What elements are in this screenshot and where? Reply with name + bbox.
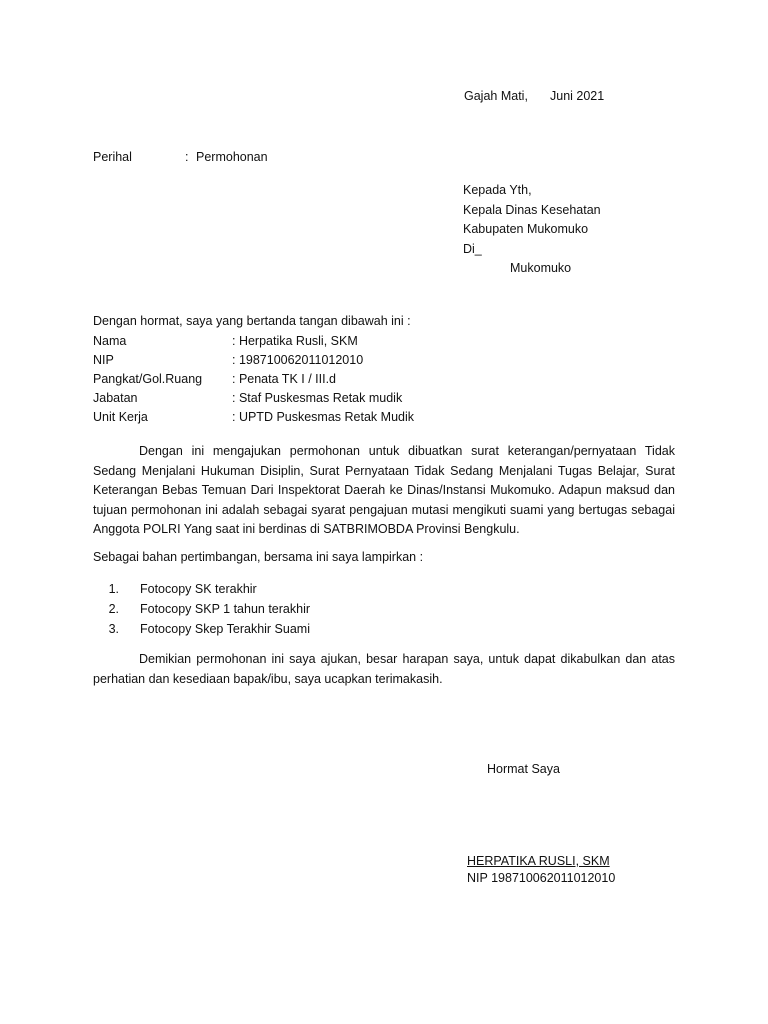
- identity-key: Pangkat/Gol.Ruang: [93, 372, 203, 386]
- body-paragraph-closing: Demikian permohonan ini saya ajukan, besar harapan saya, untuk dapat dikabulkan dan atas perhatian dan kesediaan bapak/ibu, saya ucapkan terimakasih.: [93, 652, 675, 686]
- identity-table: [93, 332, 414, 427]
- list-number: 3.: [108, 621, 119, 636]
- perihal-line: [93, 150, 268, 164]
- list-item: [93, 600, 310, 620]
- identity-key: Unit Kerja: [93, 410, 148, 424]
- list-text: Fotocopy SK terakhir: [140, 582, 257, 596]
- list-number: 1.: [108, 582, 119, 596]
- recipient-line: Kepada Yth,: [463, 183, 532, 197]
- list-item: [93, 620, 310, 640]
- recipient-block: [463, 181, 601, 279]
- identity-value: : Penata TK I / III.d: [232, 372, 336, 386]
- identity-value: : Herpatika Rusli, SKM: [232, 334, 358, 348]
- identity-row: [93, 332, 414, 351]
- identity-value: : UPTD Puskesmas Retak Mudik: [232, 410, 414, 424]
- identity-key: Nama: [93, 334, 127, 348]
- recipient-line: Di_: [463, 241, 482, 256]
- greeting: Dengan hormat, saya yang bertanda tangan dibawah ini :: [93, 314, 411, 328]
- list-item: [93, 580, 310, 600]
- perihal-value: Permohonan: [196, 150, 268, 164]
- letter-date: [464, 89, 604, 103]
- list-text: Fotocopy SKP 1 tahun terakhir: [140, 601, 311, 616]
- list-text: Fotocopy Skep Terakhir Suami: [140, 621, 310, 636]
- identity-row: [93, 389, 414, 408]
- identity-row: [93, 408, 414, 427]
- letter-date-value: Juni 2021: [550, 89, 605, 103]
- closing-salutation: Hormat Saya: [487, 762, 560, 776]
- identity-row: [93, 351, 414, 370]
- perihal-colon: :: [185, 150, 189, 164]
- identity-value: : Staf Puskesmas Retak mudik: [232, 391, 403, 405]
- attachments-intro: Sebagai bahan pertimbangan, bersama ini saya lampirkan :: [93, 550, 424, 564]
- signer-name: HERPATIKA RUSLI, SKM: [467, 854, 610, 868]
- identity-value: : 198710062011012010: [232, 353, 364, 367]
- signer-nip: NIP 198710062011012010: [467, 871, 616, 885]
- recipient-line: Kepala Dinas Kesehatan: [463, 202, 601, 217]
- identity-key: NIP: [93, 353, 114, 367]
- identity-key: Jabatan: [93, 391, 138, 405]
- attachments-list: [93, 580, 310, 639]
- perihal-label: Perihal: [93, 150, 132, 164]
- recipient-line: Kabupaten Mukomuko: [463, 222, 589, 236]
- body-paragraph-request: Dengan ini mengajukan permohonan untuk dibuatkan surat keterangan/pernyataan Tidak Sedang Menjalani Hukuman Disiplin, Surat Pernyataan Tidak Sedang Menjalani Tugas Belajar, Surat Keterangan Bebas Temuan Dari Inspektorat Daerah ke Dinas/Instansi Mukomuko. Adapun maksud dan tujuan permohonan ini adalah sebagai syarat pengajuan mutasi mengikuti suami yang bertugas sebagai Anggota POLRI Yang saat ini berdinas di SATBRIMOBDA Provinsi Bengkulu.: [93, 444, 675, 536]
- recipient-line: Mukomuko: [510, 261, 572, 275]
- letter-place: Gajah Mati,: [464, 89, 528, 103]
- list-number: 2.: [108, 601, 119, 616]
- identity-row: [93, 370, 414, 389]
